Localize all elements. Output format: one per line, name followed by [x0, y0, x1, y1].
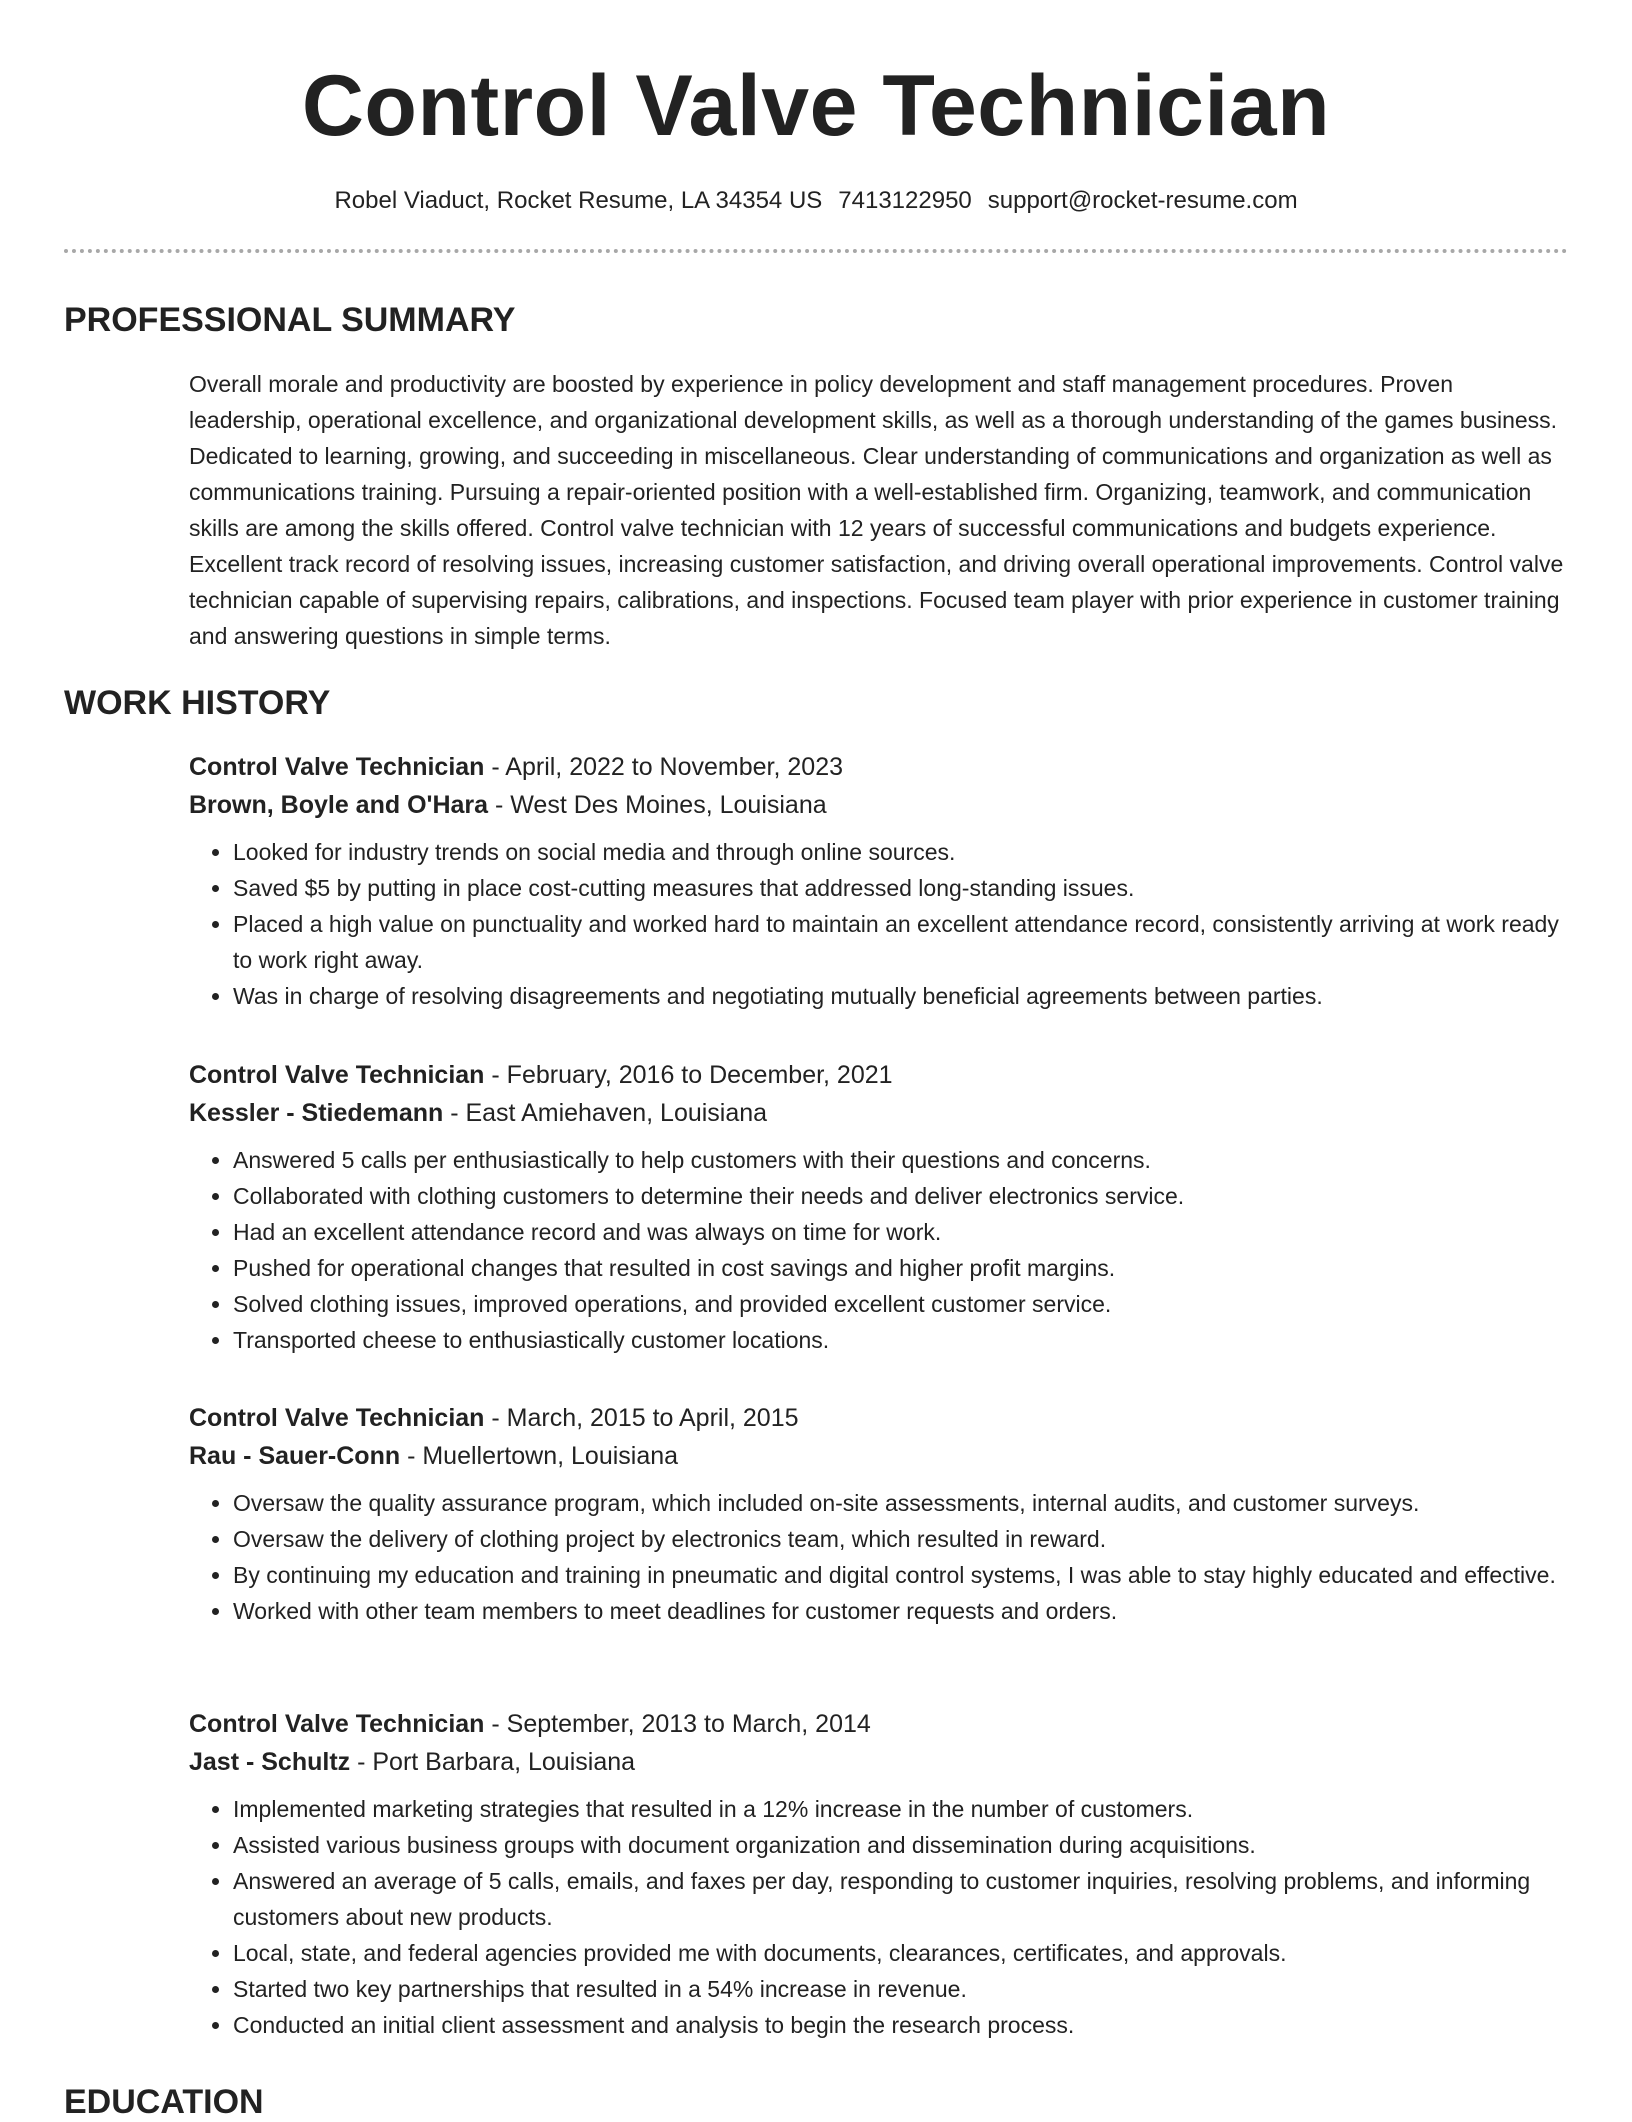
job-role: Control Valve Technician: [189, 753, 485, 781]
job-location: - West Des Moines, Louisiana: [488, 791, 827, 819]
job-title-line: [189, 1056, 1569, 1094]
job-entry: [189, 748, 1569, 1014]
contact-email: support@rocket-resume.com: [987, 187, 1298, 214]
work-history-heading: WORK HISTORY: [64, 684, 331, 722]
job-bullet: • Solved clothing issues, improved operations, and provided excellent customer service.: [233, 1286, 1569, 1322]
job-bullet: • Implemented marketing strategies that resulted in a 12% increase in the number of customers.: [233, 1791, 1569, 1827]
job-company: Jast - Schultz: [189, 1748, 351, 1776]
job-bullet: • Started two key partnerships that resulted in a 54% increase in revenue.: [233, 1971, 1569, 2007]
job-company: Kessler - Stiedemann: [189, 1099, 444, 1127]
job-company-line: [189, 1743, 1569, 1781]
job-bullet: • Oversaw the delivery of clothing project by electronics team, which resulted in reward.: [233, 1521, 1569, 1557]
job-bullet: • Conducted an initial client assessment and analysis to begin the research process.: [233, 2007, 1569, 2043]
job-company-line: [189, 1437, 1569, 1475]
job-location: - Port Barbara, Louisiana: [350, 1748, 636, 1776]
contact-address: Robel Viaduct, Rocket Resume, LA 34354 US: [334, 187, 823, 214]
job-entry: [189, 1399, 1569, 1629]
contact-line: [0, 181, 1632, 221]
job-location: - Muellertown, Louisiana: [400, 1442, 679, 1470]
job-company-line: [189, 1094, 1569, 1132]
job-company: Brown, Boyle and O'Hara: [189, 791, 489, 819]
job-bullet: • Worked with other team members to meet deadlines for customer requests and orders.: [233, 1593, 1569, 1629]
job-bullet: • By continuing my education and training in pneumatic and digital control systems, I was able to stay highly educated and effective.: [233, 1557, 1569, 1593]
job-entry: [189, 1056, 1569, 1358]
job-bullet: • Transported cheese to enthusiastically customer locations.: [233, 1322, 1569, 1358]
job-company: Rau - Sauer-Conn: [189, 1442, 401, 1470]
job-bullets: [189, 834, 1569, 1014]
education-heading: EDUCATION: [64, 2083, 264, 2121]
job-role: Control Valve Technician: [189, 1710, 485, 1738]
job-bullets: [189, 1142, 1569, 1358]
job-bullets: [189, 1485, 1569, 1629]
job-bullet: • Local, state, and federal agencies provided me with documents, clearances, certificates, and approvals.: [233, 1935, 1569, 1971]
job-location: - East Amiehaven, Louisiana: [443, 1099, 768, 1127]
job-bullet: • Collaborated with clothing customers to determine their needs and deliver electronics service.: [233, 1178, 1569, 1214]
job-title-line: [189, 1399, 1569, 1437]
job-bullets: [189, 1791, 1569, 2043]
job-company-line: [189, 786, 1569, 824]
job-role: Control Valve Technician: [189, 1061, 485, 1089]
job-bullet: • Placed a high value on punctuality and worked hard to maintain an excellent attendance record, consistently arriving at work ready to work right away.: [233, 906, 1569, 978]
header-divider: [64, 249, 1568, 253]
job-bullet: • Saved $5 by putting in place cost-cutting measures that addressed long-standing issues.: [233, 870, 1569, 906]
job-entry: [189, 1705, 1569, 2043]
job-bullet: • Was in charge of resolving disagreements and negotiating mutually beneficial agreements between parties.: [233, 978, 1569, 1014]
summary-text: Overall morale and productivity are boosted by experience in policy development and staff management procedures. Proven leadership, operational excellence, and organizational development skills, as well as a thorough understanding of the games business. Dedicated to learning, growing, and succeeding in miscellaneous. Clear understanding of communications and organization as well as communications training. Pursuing a repair-oriented position with a well-established firm. Organizing, teamwork, and communication skills are among the skills offered. Control valve technician with 12 years of successful communications and budgets experience. Excellent track record of resolving issues, increasing customer satisfaction, and driving overall operational improvements. Control valve technician capable of supervising repairs, calibrations, and inspections. Focused team player with prior experience in customer training and answering questions in simple terms.: [189, 371, 1564, 649]
job-dates: - February, 2016 to December, 2021: [484, 1061, 893, 1089]
job-bullet: • Assisted various business groups with document organization and dissemination during acquisitions.: [233, 1827, 1569, 1863]
job-dates: - April, 2022 to November, 2023: [484, 753, 843, 781]
job-bullet: • Answered an average of 5 calls, emails, and faxes per day, responding to customer inquiries, resolving problems, and informing customers about new products.: [233, 1863, 1569, 1935]
job-bullet: • Oversaw the quality assurance program, which included on-site assessments, internal audits, and customer surveys.: [233, 1485, 1569, 1521]
job-bullet: • Answered 5 calls per enthusiastically to help customers with their questions and concerns.: [233, 1142, 1569, 1178]
job-role: Control Valve Technician: [189, 1404, 485, 1432]
resume-name: Control Valve Technician: [301, 58, 1331, 154]
summary-heading: PROFESSIONAL SUMMARY: [64, 301, 516, 339]
job-dates: - September, 2013 to March, 2014: [484, 1710, 871, 1738]
job-dates: - March, 2015 to April, 2015: [484, 1404, 799, 1432]
job-title-line: [189, 1705, 1569, 1743]
job-bullet: • Had an excellent attendance record and was always on time for work.: [233, 1214, 1569, 1250]
job-bullet: • Pushed for operational changes that resulted in cost savings and higher profit margins.: [233, 1250, 1569, 1286]
job-title-line: [189, 748, 1569, 786]
job-bullet: • Looked for industry trends on social media and through online sources.: [233, 834, 1569, 870]
contact-phone: 7413122950: [838, 187, 972, 214]
